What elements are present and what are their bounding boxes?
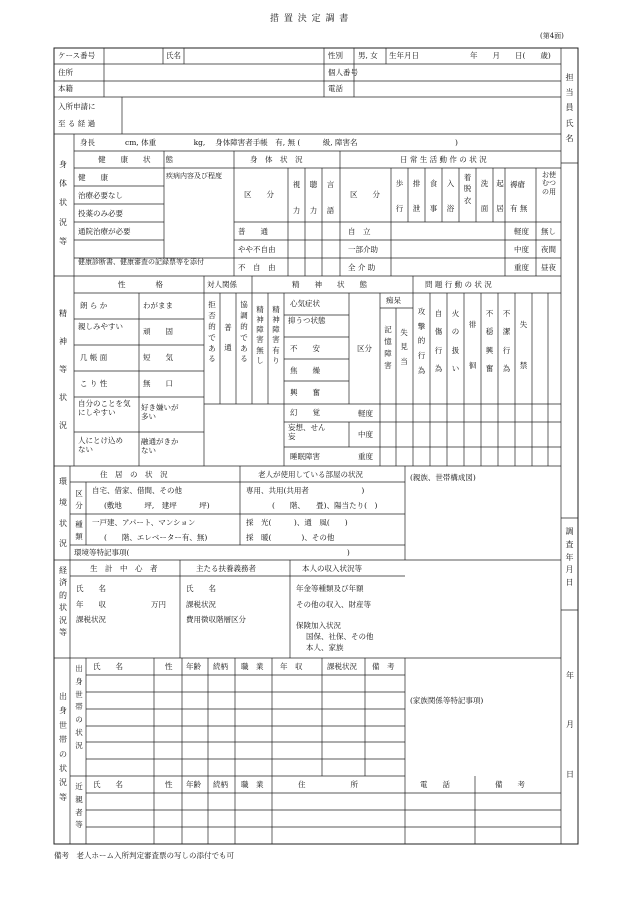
sex-label: 性別 (328, 51, 343, 60)
income-1: その他の収入、財産等 (296, 600, 371, 609)
own-options: 自宅、借家、借間、その他 (92, 486, 182, 495)
birth-value[interactable]: 年 月 日( 歳) (470, 51, 551, 60)
economy-section-label: 経済的状況等 (59, 566, 67, 637)
admission-label-1: 入所申請に (58, 102, 96, 111)
shiyo-level-2: 昼夜 (541, 263, 556, 272)
adl-5: 洗面 (480, 179, 489, 213)
special-notes: (家族関係等特記事項) (410, 696, 484, 705)
pers-left-5: 人にとけ込めない (78, 436, 123, 454)
pers-right-0: わがまま (143, 301, 173, 310)
relation-col-0: 拒否的である (208, 300, 216, 364)
dementia-label: 痴呆 (386, 296, 401, 305)
adl-0: 歩行 (395, 179, 404, 213)
adl-level-2: 全 介 助 (348, 263, 376, 272)
health-state-3: 通院治療が必要 (78, 227, 131, 236)
col2-5: 住 所 (298, 780, 358, 789)
disease-label: 疾病内容及び程度 (166, 172, 222, 180)
behavior-header: 問 題 行 動 の 状 況 (425, 280, 492, 289)
name-label: 氏名 (166, 51, 181, 60)
mental-col-0: 精神障害無し (256, 305, 264, 365)
shiyo-level-1: 夜間 (541, 245, 556, 254)
relation-header: 対人関係 (207, 280, 237, 289)
type-detail: ( 階、エレベーター有、無) (104, 533, 208, 542)
family-label: (親族、世帯構成図) (410, 473, 476, 482)
symptom-6: 妄想、せん妄 (288, 423, 326, 441)
col1-0: 氏 名 (93, 662, 123, 671)
env-section-label: 環境状況 (59, 477, 67, 549)
pers-left-2: 几 帳 面 (80, 353, 108, 362)
phone-label: 電話 (328, 84, 343, 93)
col1-6: 課税状況 (327, 662, 357, 671)
col2-3: 続柄 (213, 780, 228, 789)
housing-header: 住 居 の 状 況 (100, 470, 168, 479)
body-level-2: 不 自 由 (238, 263, 276, 272)
col2-4: 職 業 (241, 780, 264, 789)
health-state-1: 治療必要なし (78, 191, 123, 200)
col2-1: 性 (165, 780, 173, 789)
household-label: 出身世帯の状況 (75, 664, 83, 750)
origin-section-label: 出身世帯の状況等 (59, 692, 67, 802)
jokuso-level-0: 軽度 (514, 227, 529, 236)
severity-1: 中度 (358, 430, 373, 439)
light-wind: 採 光( )、通 風( ) (246, 518, 348, 527)
relation-col-1: 普通 (224, 323, 232, 352)
support-0: 氏 名 (186, 584, 216, 593)
income-0: 年金等種類及び年額 (296, 584, 364, 593)
col1-4: 職 業 (241, 662, 264, 671)
day-label: 日 (566, 770, 574, 779)
behavior-3: 徘徊 (468, 320, 477, 370)
col2-6: 電 話 (420, 780, 450, 789)
daily-header: 日 常 生 活 動 作 の 状 況 (400, 155, 487, 164)
case-no-label: ケース番号 (58, 51, 96, 60)
adl-kubun: 区 分 (350, 190, 380, 199)
sex-options[interactable]: 男, 女 (358, 51, 378, 60)
center-2: 課税状況 (76, 615, 106, 624)
pers-right-2: 短 気 (143, 353, 173, 362)
address-label: 住所 (58, 68, 73, 77)
behavior-6: 失禁 (519, 320, 528, 370)
arinashi-label: 有 無 (510, 204, 528, 213)
severity-2: 重度 (358, 452, 373, 461)
pers-right-3: 無 口 (143, 379, 173, 388)
body-kubun: 区 分 (244, 190, 274, 199)
col2-0: 氏 名 (93, 780, 123, 789)
col2-2: 年齢 (186, 780, 201, 789)
adl-4: 着脱衣 (463, 173, 472, 205)
dementia-col-1: 失見当 (400, 328, 408, 366)
honseki-label: 本籍 (58, 84, 73, 93)
personality-header: 性 格 (118, 280, 163, 289)
chosa-label: 調査年月日 (565, 527, 574, 588)
adl-level-1: 一部介助 (348, 245, 378, 254)
health-section-label: 身体状況等 (59, 160, 67, 246)
center-0: 氏 名 (76, 584, 106, 593)
dementia-col-0: 記憶障害 (384, 325, 392, 370)
symptom-5: 幻 覚 (290, 408, 320, 417)
relation-col-2: 協調的である (240, 300, 248, 364)
room-header: 老人が使用している部屋の状況 (258, 470, 363, 479)
adl-level-0: 自 立 (348, 227, 371, 236)
symptom-4: 興 奮 (290, 388, 320, 397)
health-state-0: 健 康 (78, 173, 108, 182)
type-options: 一戸建、アパート、マンション (92, 518, 196, 527)
checkup-note: 健康診断書、健康審査の記録票等を添付 (78, 258, 204, 266)
tanto-label: 担当員氏名 (565, 73, 574, 143)
symptom-0: 心気症状 (290, 299, 320, 308)
support-1: 課税状況 (186, 600, 216, 609)
pers-right-4: 好き嫌いが多い (141, 403, 179, 421)
footer-note: 備考 老人ホーム入所判定審査票の写しの添付でも可 (54, 851, 234, 860)
pers-right-1: 頑 固 (143, 327, 173, 336)
mental-kubun: 区分 (357, 344, 372, 353)
support-header: 主たる扶養義務者 (196, 564, 256, 573)
severity-0: 軽度 (358, 409, 373, 418)
health-state-2: 投薬のみ必要 (78, 209, 123, 218)
symptom-1: 抑うつ状態 (288, 316, 326, 325)
jokuso-label: 褥瘡 (510, 180, 525, 189)
body-level-0: 普 通 (238, 227, 268, 236)
year-label: 年 (566, 671, 574, 680)
sight-label: 視力 (292, 180, 301, 215)
pers-right-5: 融通がきかない (141, 437, 179, 455)
symptom-7: 睡眠障害 (290, 452, 320, 461)
col1-2: 年齢 (186, 662, 201, 671)
kubun-label: 区分 (75, 489, 83, 510)
shiyo-label: お使むつの用 (542, 171, 556, 196)
page-title: 措 置 決 定 調 書 (270, 14, 350, 24)
own-detail: (敷地 坪, 建坪 坪) (104, 501, 210, 510)
col1-3: 続柄 (213, 662, 228, 671)
pers-left-1: 親しみやすい (78, 322, 123, 331)
hear-label: 聴力 (309, 180, 318, 215)
jokuso-level-1: 中度 (514, 245, 529, 254)
behavior-0: 攻撃的行為 (417, 307, 426, 375)
behavior-1: 自傷行為 (434, 309, 443, 374)
pers-left-4: 自分のことを気にしやすい (78, 399, 131, 417)
center-1: 年 収 万円 (76, 600, 166, 609)
col1-1: 性 (165, 662, 173, 671)
col2-7: 備 考 (495, 780, 525, 789)
jokuso-level-2: 重度 (514, 263, 529, 272)
use-detail: ( 階、 畳)、陽当たり( ) (272, 501, 378, 510)
shiyo-level-0: 無し (541, 227, 556, 236)
mental-section-label: 精神等状況 (59, 309, 67, 430)
income-2: 保険加入状況 (296, 621, 341, 630)
behavior-2: 火の扱い (451, 309, 460, 374)
admission-label-2: 至 る 経 過 (58, 119, 96, 128)
income-3: 国保、社保、その他 (306, 632, 374, 641)
symptom-3: 焦 燥 (290, 366, 320, 375)
speech-label: 言語 (326, 180, 335, 215)
support-2: 費用徴収階層区分 (186, 615, 246, 624)
income-header: 本人の収入状況等 (302, 564, 362, 573)
personal-no-label: 個人番号 (328, 68, 358, 77)
use-options: 専用、共用(共用者 ) (246, 486, 365, 495)
body-level-1: やや不自由 (238, 245, 276, 254)
adl-2: 食事 (429, 179, 438, 213)
pers-left-0: 朗 ら か (80, 301, 108, 310)
month-label: 月 (566, 720, 574, 729)
adl-1: 排泄 (412, 179, 421, 213)
symptom-2: 不 安 (290, 344, 320, 353)
col1-7: 備 考 (372, 662, 395, 671)
birth-label: 生年月日 (389, 51, 419, 60)
relatives-label: 近親者等 (75, 782, 83, 830)
behavior-5: 不潔行為 (502, 309, 511, 374)
shurui-label: 種類 (75, 520, 83, 541)
adl-6: 起居 (496, 179, 504, 213)
center-header: 生 計 中 心 者 (90, 564, 158, 573)
body-measure-line: 身長 cm, 体重 kg, 身体障害者手帳 有, 無 ( 級, 障害名 ) (80, 138, 458, 147)
mental-col-1: 精神障害有り (272, 305, 280, 365)
pers-left-3: こ り 性 (80, 379, 108, 388)
heating: 採 暖( )、その他 (246, 533, 335, 542)
col1-5: 年 収 (280, 662, 303, 671)
health-header: 健 康 状 態 (98, 155, 173, 164)
income-4: 本人、家族 (306, 643, 344, 652)
adl-3: 入浴 (446, 179, 455, 213)
behavior-4: 不穏興奮 (485, 309, 494, 374)
mental-header: 精 神 状 態 (292, 280, 367, 289)
body-header: 身 体 状 況 (250, 155, 303, 164)
env-notes: 環境等特記事項( ) (74, 548, 350, 557)
page-number: (第4面) (540, 32, 564, 40)
